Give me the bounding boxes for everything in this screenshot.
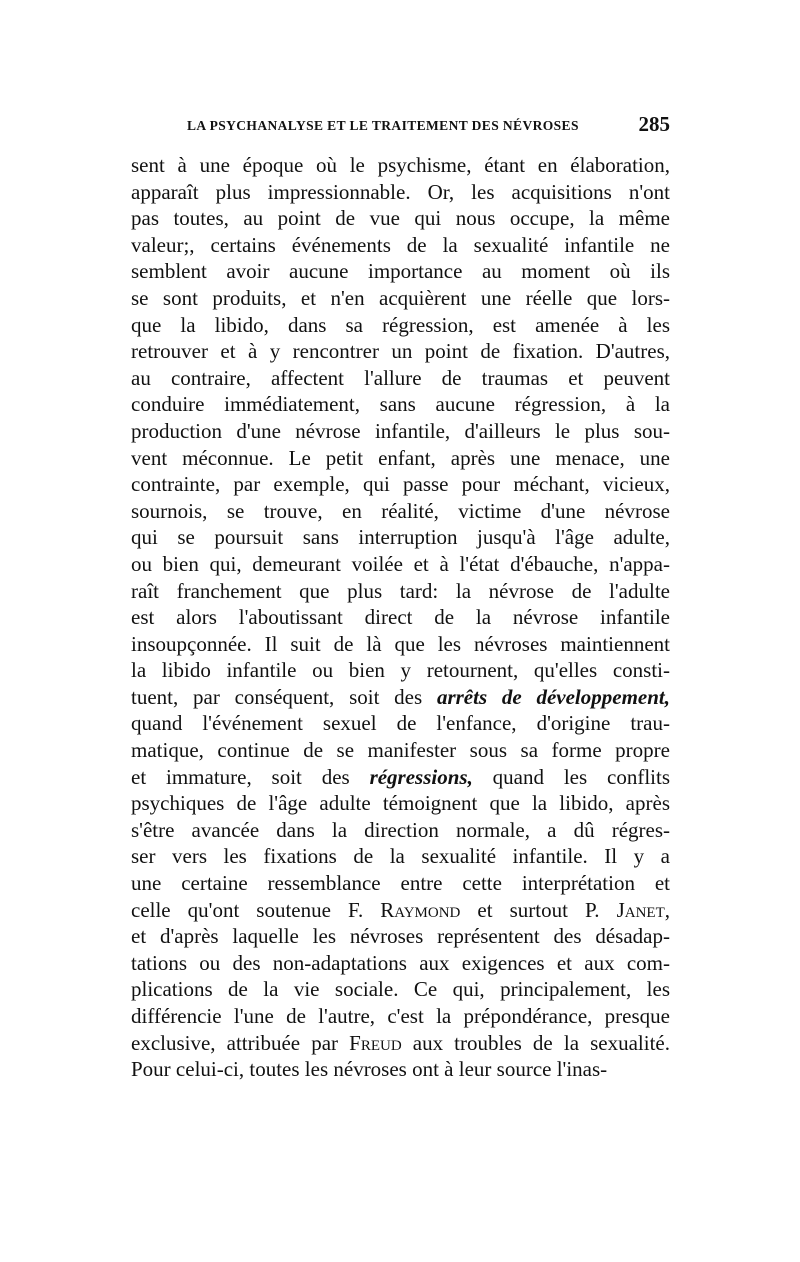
text-line: matique, continue de se manifester sous sa forme propre [131, 738, 670, 763]
text-line: et d'après laquelle les névroses représentent des désadap- [131, 924, 670, 949]
text-segment: aux troubles de la sexualité. [401, 1030, 671, 1055]
text-line: au contraire, affectent l'allure de traumas et peuvent [131, 365, 670, 390]
text-line: quand l'événement sexuel de l'enfance, d'origine trau- [131, 711, 670, 736]
text-line: semblent avoir aucune importance au moment où ils [131, 259, 670, 284]
author-name: Freud [349, 1030, 402, 1055]
text-line: retrouver et à y rencontrer un point de fixation. D'autres, [131, 339, 670, 364]
text-segment: et surtout P. [460, 897, 617, 922]
text-line: ou bien qui, demeurant voilée et à l'état d'ébauche, n'appa- [131, 551, 670, 576]
text-segment: exclusive, attribuée par [131, 1030, 350, 1055]
text-line: insoupçonnée. Il suit de là que les névroses maintiennent [131, 631, 670, 656]
text-line: conduire immédiatement, sans aucune régression, à la [131, 392, 670, 417]
text-line [131, 764, 670, 791]
running-header [130, 108, 670, 138]
text-line [131, 897, 670, 924]
text-line: se sont produits, et n'en acquièrent une réelle que lors- [131, 285, 670, 310]
author-name: Raymond [380, 897, 461, 922]
text-line: une certaine ressemblance entre cette interprétation et [131, 871, 670, 896]
page-number: 285 [638, 112, 670, 136]
emphasis-text: arrêts de développement, [436, 684, 670, 709]
text-segment: quand les conflits [472, 764, 670, 789]
text-line: sournois, se trouve, en réalité, victime d'une névrose [131, 498, 670, 523]
text-line: la libido infantile ou bien y retournent, qu'elles consti- [131, 658, 670, 683]
text-line: production d'une névrose infantile, d'ailleurs le plus sou- [131, 418, 670, 443]
text-line: est alors l'aboutissant direct de la névrose infantile [131, 605, 670, 630]
text-line: sent à une époque où le psychisme, étant en élaboration, [131, 153, 670, 177]
text-line: apparaît plus impressionnable. Or, les acquisitions n'ont [131, 179, 670, 204]
author-name: Janet, [616, 897, 670, 922]
text-line: ser vers les fixations de la sexualité infantile. Il y a [131, 844, 670, 869]
text-line: qui se poursuit sans interruption jusqu'à l'âge adulte, [131, 525, 670, 550]
text-line: plications de la vie sociale. Ce qui, principalement, les [131, 977, 670, 1002]
text-line: Pour celui-ci, toutes les névroses ont à leur source l'inas- [131, 1057, 608, 1082]
text-segment: et immature, soit des [131, 764, 370, 789]
text-line: raît franchement que plus tard: la névrose de l'adulte [131, 578, 670, 603]
text-line [131, 684, 670, 711]
text-line: contrainte, par exemple, qui passe pour méchant, vicieux, [131, 472, 670, 497]
text-line: différencie l'une de l'autre, c'est la prépondérance, presque [131, 1004, 670, 1028]
text-line: pas toutes, au point de vue qui nous occupe, la même [131, 206, 670, 231]
text-line: que la libido, dans sa régression, est amenée à les [131, 312, 670, 337]
running-title: LA PSYCHANALYSE ET LE TRAITEMENT DES NÉVROSES [187, 118, 579, 133]
text-line: s'être avancée dans la direction normale, a dû régres- [131, 817, 670, 842]
text-line: psychiques de l'âge adulte témoignent que la libido, après [131, 791, 670, 816]
text-line [131, 1030, 670, 1057]
body-text [131, 152, 670, 1083]
text-line: vent méconnue. Le petit enfant, après une menace, une [131, 445, 670, 470]
text-segment: celle qu'ont soutenue F. [131, 897, 381, 922]
emphasis-text: régressions, [369, 764, 473, 789]
text-line: tations ou des non-adaptations aux exigences et aux com- [131, 950, 670, 975]
text-line: valeur;, certains événements de la sexualité infantile ne [131, 232, 670, 257]
text-segment: tuent, par conséquent, soit des [131, 684, 437, 709]
